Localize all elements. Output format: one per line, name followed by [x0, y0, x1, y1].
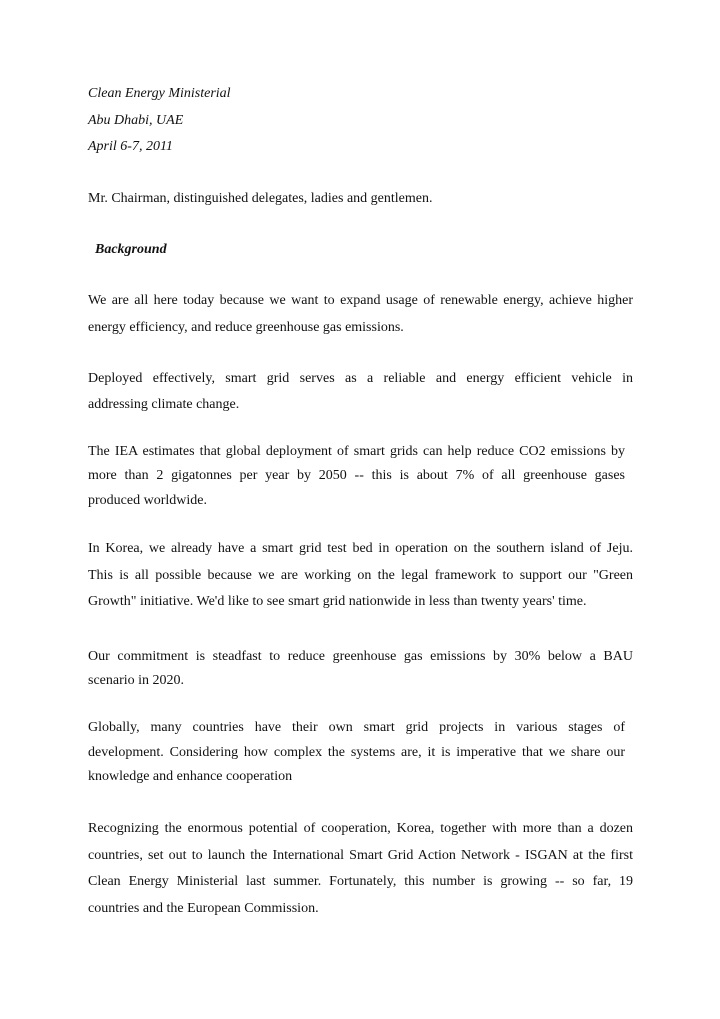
header-location: Abu Dhabi, UAE	[88, 113, 184, 128]
header-date: April 6-7, 2011	[88, 139, 173, 154]
salutation: Mr. Chairman, distinguished delegates, ladies and gentlemen.	[88, 191, 433, 206]
paragraph-line: Clean Energy Ministerial last summer. Fortunately, this number is growing -- so far, 19	[88, 874, 633, 889]
paragraph-line: energy efficiency, and reduce greenhouse gas emissions.	[88, 320, 404, 335]
paragraph-line: development. Considering how complex the systems are, it is imperative that we share our	[88, 745, 625, 760]
paragraph-line: Growth" initiative. We'd like to see smart grid nationwide in less than twenty years' time.	[88, 594, 587, 609]
paragraph-line: addressing climate change.	[88, 397, 240, 412]
paragraph-line: This is all possible because we are working on the legal framework to support our "Green	[88, 568, 633, 583]
paragraph-line: We are all here today because we want to expand usage of renewable energy, achieve higher	[88, 293, 633, 308]
header-event: Clean Energy Ministerial	[88, 86, 231, 101]
paragraph-line: more than 2 gigatonnes per year by 2050 -- this is about 7% of all greenhouse gases	[88, 468, 625, 483]
paragraph-line: countries, set out to launch the International Smart Grid Action Network - ISGAN at the first	[88, 848, 633, 863]
paragraph-line: Deployed effectively, smart grid serves as a reliable and energy efficient vehicle in	[88, 371, 633, 386]
section-heading: Background	[95, 242, 167, 257]
paragraph-line: Recognizing the enormous potential of cooperation, Korea, together with more than a dozen	[88, 821, 633, 836]
paragraph-line: In Korea, we already have a smart grid test bed in operation on the southern island of Jeju.	[88, 541, 633, 556]
paragraph-line: countries and the European Commission.	[88, 901, 319, 916]
paragraph-line: The IEA estimates that global deployment of smart grids can help reduce CO2 emissions by	[88, 444, 625, 459]
paragraph-line: Globally, many countries have their own smart grid projects in various stages of	[88, 720, 625, 735]
paragraph-line: produced worldwide.	[88, 493, 207, 508]
paragraph-line: knowledge and enhance cooperation	[88, 769, 293, 784]
paragraph-line: scenario in 2020.	[88, 673, 185, 688]
paragraph-line: Our commitment is steadfast to reduce greenhouse gas emissions by 30% below a BAU	[88, 649, 633, 664]
